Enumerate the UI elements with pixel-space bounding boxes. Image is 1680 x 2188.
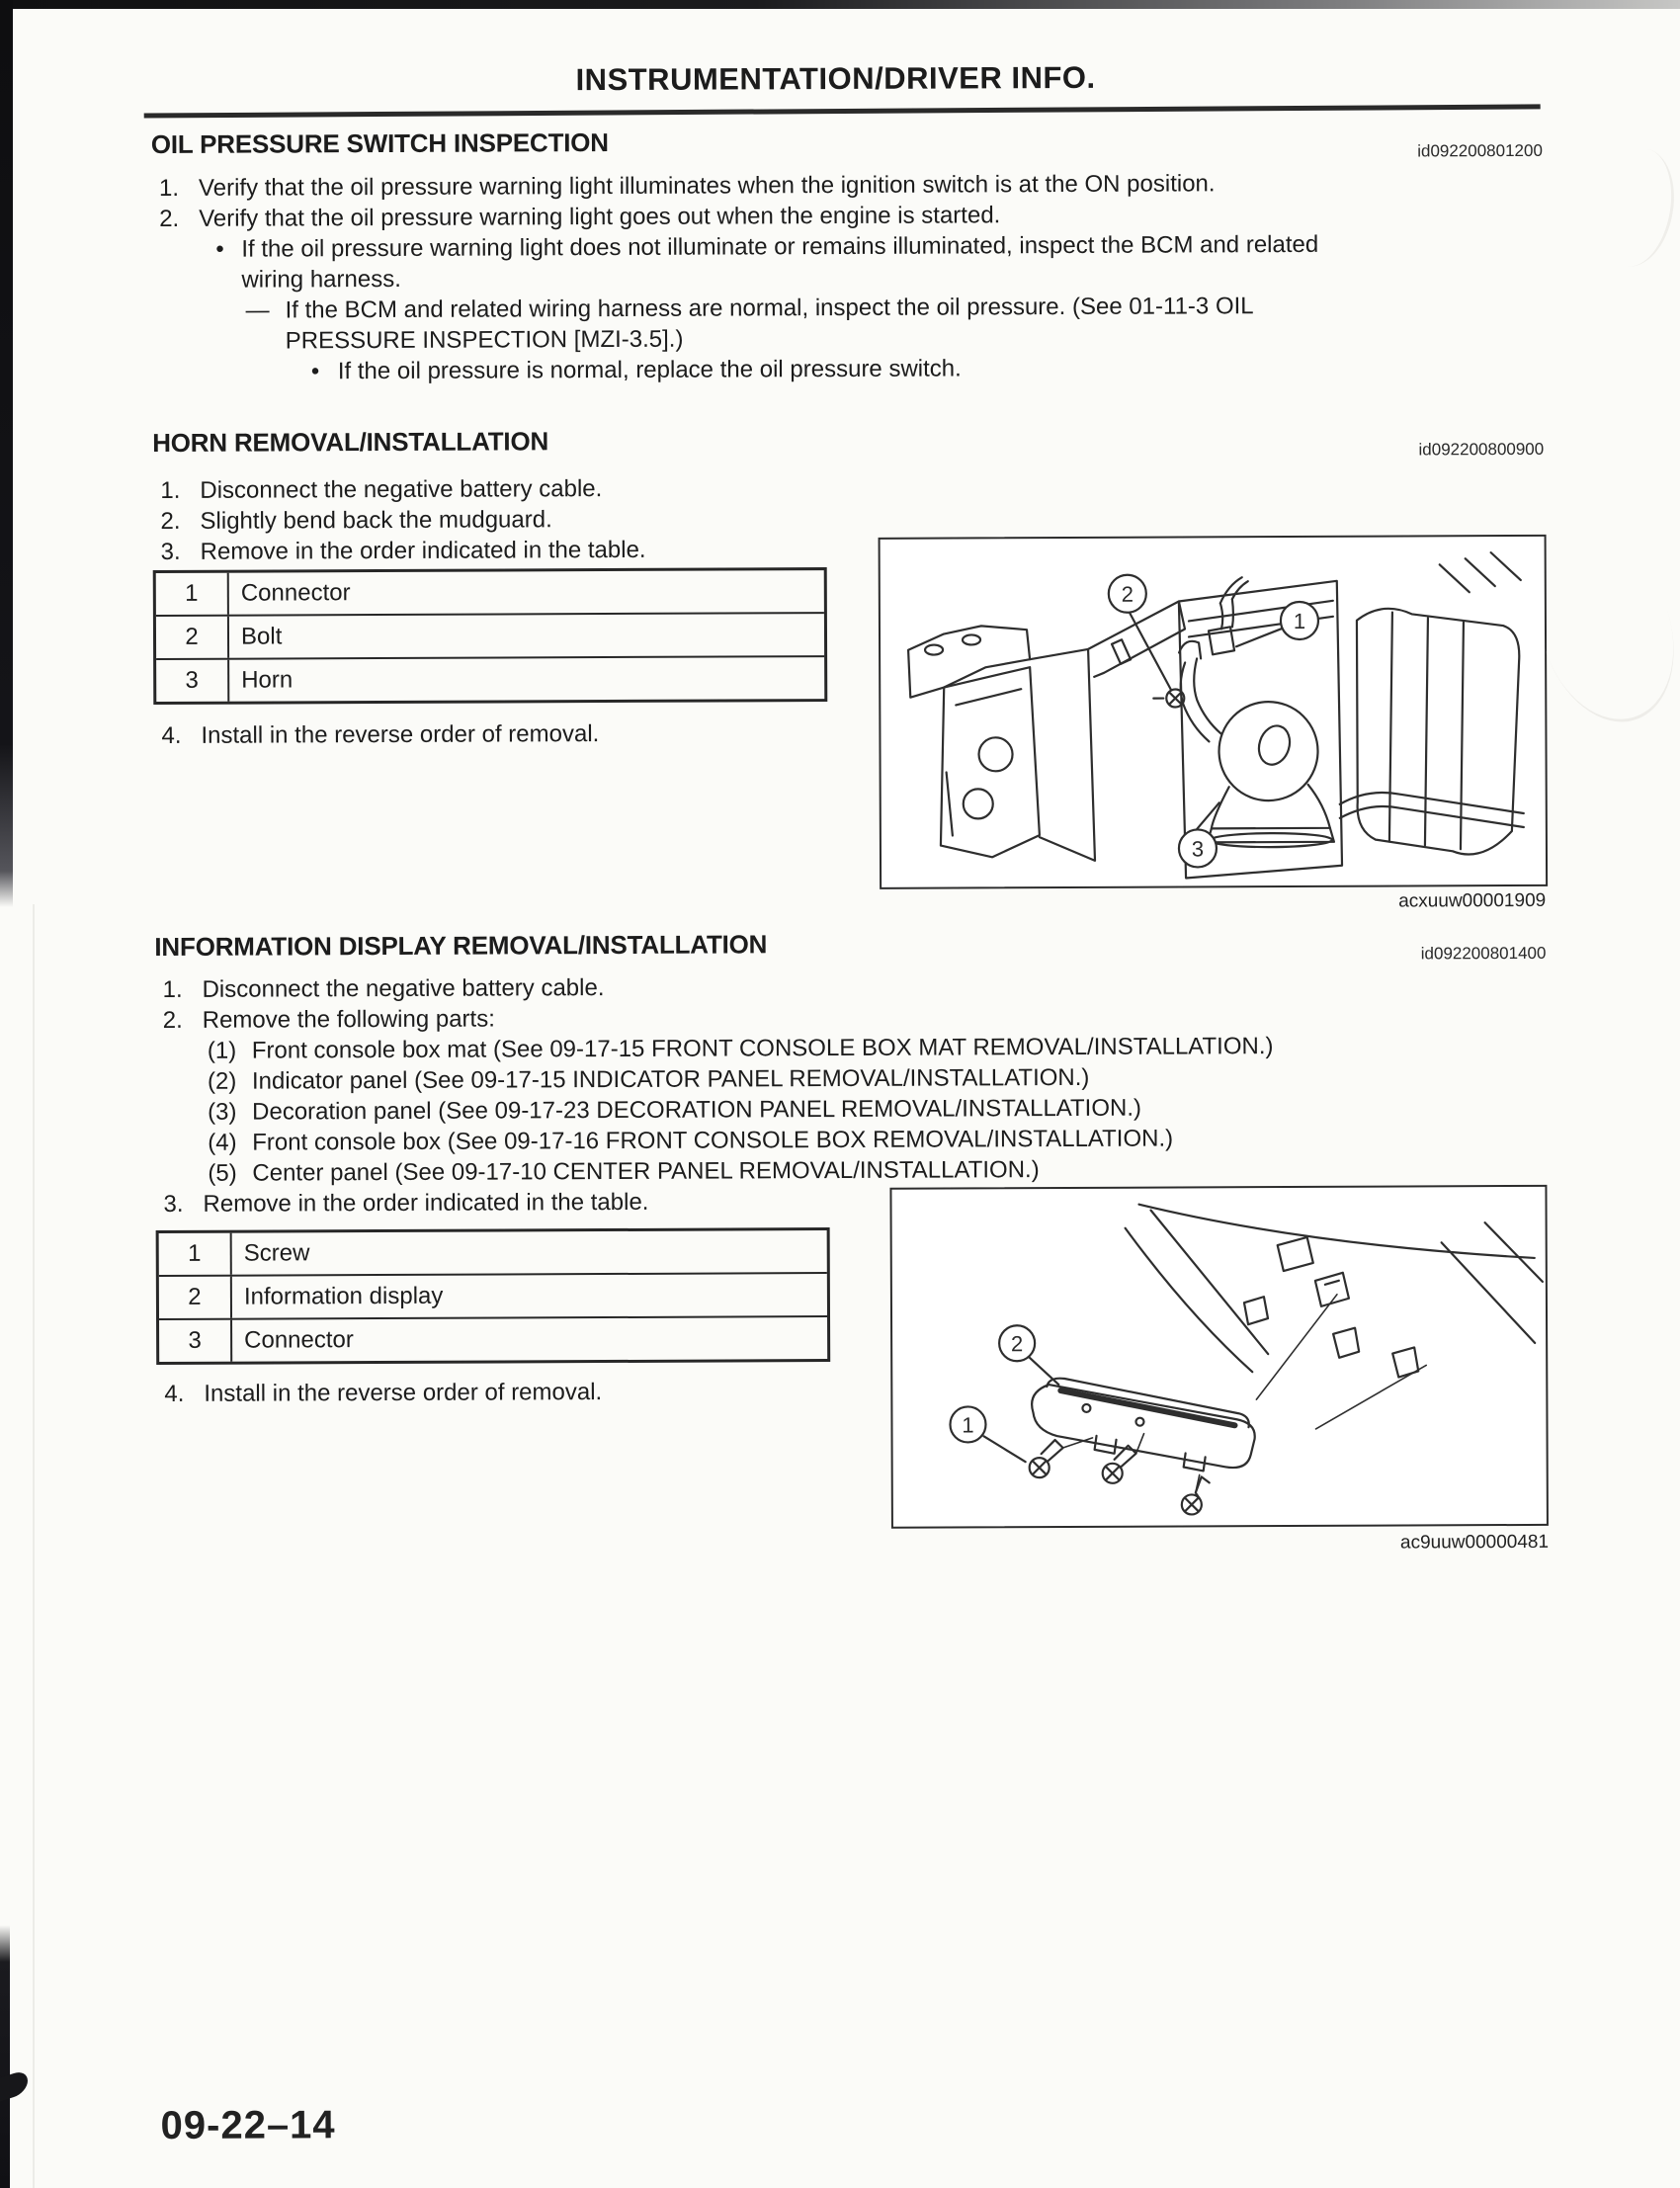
- list-text: Slightly bend back the mudguard.: [200, 506, 552, 535]
- bullet-marker: •: [310, 358, 320, 385]
- callout-2-label: 2: [1121, 581, 1134, 607]
- list-text-line: wiring harness.: [241, 265, 401, 294]
- scan-edge-top: [0, 0, 1680, 9]
- part-name-cell: Information display: [243, 1282, 444, 1310]
- figure-caption: acxuuw00001909: [1398, 889, 1547, 912]
- order-number-cell: 3: [159, 1320, 232, 1362]
- list-marker: 3.: [160, 538, 181, 565]
- list-text-line: If the oil pressure warning light does not illuminate or remains illuminated, inspect the BCM and related: [241, 230, 1319, 263]
- page-number: 09-22–14: [160, 2103, 336, 2148]
- list-item: [144, 290, 1557, 357]
- callout-1-label: 1: [962, 1412, 974, 1438]
- washer-tank-drawing: [1339, 552, 1524, 855]
- list-marker: 4.: [164, 1380, 185, 1407]
- list-text: Install in the reverse order of removal.: [204, 1379, 603, 1407]
- list-item: [147, 971, 869, 1005]
- list-item: [149, 1376, 861, 1409]
- information-display-step-4: [149, 1376, 861, 1409]
- table-row: [159, 1315, 827, 1362]
- list-text-line: If the BCM and related wiring harness are normal, inspect the oil pressure. (See 01-11-3 OIL: [285, 293, 1254, 324]
- list-item: [148, 1002, 870, 1036]
- list-marker: (4): [208, 1129, 237, 1156]
- part-name-cell: Connector: [240, 579, 351, 607]
- list-marker: (1): [207, 1037, 237, 1064]
- callout-2-label: 2: [1010, 1331, 1024, 1357]
- list-item: [145, 472, 857, 506]
- horn-removal-figure: [879, 535, 1549, 889]
- information-display-diagram: [891, 1187, 1546, 1527]
- part-name-cell: Connector: [244, 1326, 354, 1354]
- page-title: INSTRUMENTATION/DRIVER INFO.: [575, 59, 1096, 98]
- horn-steps: [145, 472, 857, 567]
- list-text: Center panel (See 09-17-10 CENTER PANEL REMOVAL/INSTALLATION.): [252, 1156, 1040, 1187]
- list-text: [285, 290, 1557, 357]
- oil-pressure-steps: [144, 167, 1558, 387]
- figure-caption: ac9uuw00000481: [1399, 1531, 1550, 1554]
- list-marker: (2): [207, 1067, 237, 1095]
- list-item: [144, 228, 1557, 295]
- list-item: [146, 534, 858, 567]
- information-display-steps: [147, 971, 869, 1036]
- part-name-cell: Screw: [243, 1239, 310, 1267]
- list-text: Install in the reverse order of removal.: [201, 720, 600, 749]
- list-marker: 1.: [162, 975, 183, 1003]
- list-text: Indicator panel (See 09-17-15 INDICATOR PANEL REMOVAL/INSTALLATION.): [251, 1063, 1090, 1095]
- list-marker: 2.: [160, 507, 181, 535]
- list-item: [145, 503, 857, 537]
- list-marker: (3): [208, 1098, 237, 1126]
- list-marker: 2.: [159, 205, 180, 232]
- list-text: Remove the following parts:: [202, 1005, 495, 1034]
- list-marker: 4.: [161, 721, 182, 749]
- list-text: Verify that the oil pressure warning light goes out when the engine is started.: [199, 202, 1001, 232]
- table-row: [159, 1230, 827, 1275]
- horn-diagram: [881, 537, 1547, 887]
- horn-parts-table: [153, 567, 828, 705]
- horn-step-4: [146, 717, 858, 751]
- table-row: [156, 655, 824, 702]
- order-number-cell: 1: [156, 573, 229, 615]
- callout-3-label: 3: [1191, 836, 1205, 862]
- section-title-horn: HORN REMOVAL/INSTALLATION: [152, 426, 549, 459]
- list-marker: 2.: [162, 1006, 183, 1034]
- list-text: Remove in the order indicated in the table.: [203, 1188, 649, 1218]
- order-number-cell: 2: [159, 1277, 232, 1318]
- information-display-figure: [889, 1185, 1548, 1529]
- scan-edge-left: [0, 0, 13, 907]
- list-item: [145, 351, 1558, 387]
- dash-panel-drawing: [1126, 1203, 1544, 1379]
- list-marker: 3.: [163, 1190, 184, 1218]
- doc-id-oil-pressure: id092200801200: [1417, 140, 1543, 161]
- list-text: Remove in the order indicated in the table.: [200, 536, 646, 565]
- dash-marker: —: [245, 296, 270, 324]
- screw-drawing: [1030, 1439, 1210, 1515]
- list-text: Front console box mat (See 09-17-15 FRONT CONSOLE BOX MAT REMOVAL/INSTALLATION.): [251, 1033, 1274, 1064]
- chassis-bracket-drawing: [908, 626, 1040, 858]
- section-title-information-display: INFORMATION DISPLAY REMOVAL/INSTALLATION: [154, 929, 768, 963]
- list-marker: 1.: [158, 174, 180, 202]
- list-item: [146, 717, 858, 751]
- list-text: If the oil pressure is normal, replace the oil pressure switch.: [337, 355, 962, 385]
- list-text: Decoration panel (See 09-17-23 DECORATION PANEL REMOVAL/INSTALLATION.): [252, 1094, 1142, 1126]
- bullet-marker: •: [215, 235, 224, 263]
- list-text: Disconnect the negative battery cable.: [202, 974, 605, 1003]
- list-text-line: PRESSURE INSPECTION [MZI-3.5].): [285, 325, 684, 355]
- part-name-cell: Bolt: [240, 623, 283, 650]
- header-rule: [144, 104, 1541, 118]
- list-text: Verify that the oil pressure warning light illuminates when the ignition switch is at the ON position.: [198, 170, 1216, 202]
- list-marker: (5): [208, 1159, 237, 1187]
- information-display-parts-table: [156, 1227, 831, 1365]
- table-row: [156, 570, 824, 615]
- order-number-cell: 3: [156, 660, 229, 702]
- scan-crease: [33, 904, 35, 2188]
- callout-2-icon: [999, 1325, 1058, 1385]
- list-marker: 1.: [160, 476, 181, 504]
- table-row: [159, 1272, 827, 1318]
- list-text: Front console box (See 09-17-16 FRONT CONSOLE BOX REMOVAL/INSTALLATION.): [252, 1125, 1174, 1156]
- list-text: Disconnect the negative battery cable.: [200, 475, 603, 504]
- order-number-cell: 1: [159, 1233, 232, 1275]
- section-title-oil-pressure: OIL PRESSURE SWITCH INSPECTION: [150, 127, 609, 160]
- part-name-cell: Horn: [241, 666, 294, 694]
- scan-edge-left-bottom: [0, 1925, 10, 2188]
- table-row: [156, 612, 824, 658]
- doc-id-information-display: id092200801400: [1420, 943, 1547, 964]
- list-text: [241, 228, 1557, 295]
- order-number-cell: 2: [156, 617, 229, 658]
- doc-id-horn: id092200800900: [1418, 439, 1545, 460]
- display-unit-drawing: [1032, 1378, 1255, 1472]
- callout-1-label: 1: [1293, 608, 1306, 633]
